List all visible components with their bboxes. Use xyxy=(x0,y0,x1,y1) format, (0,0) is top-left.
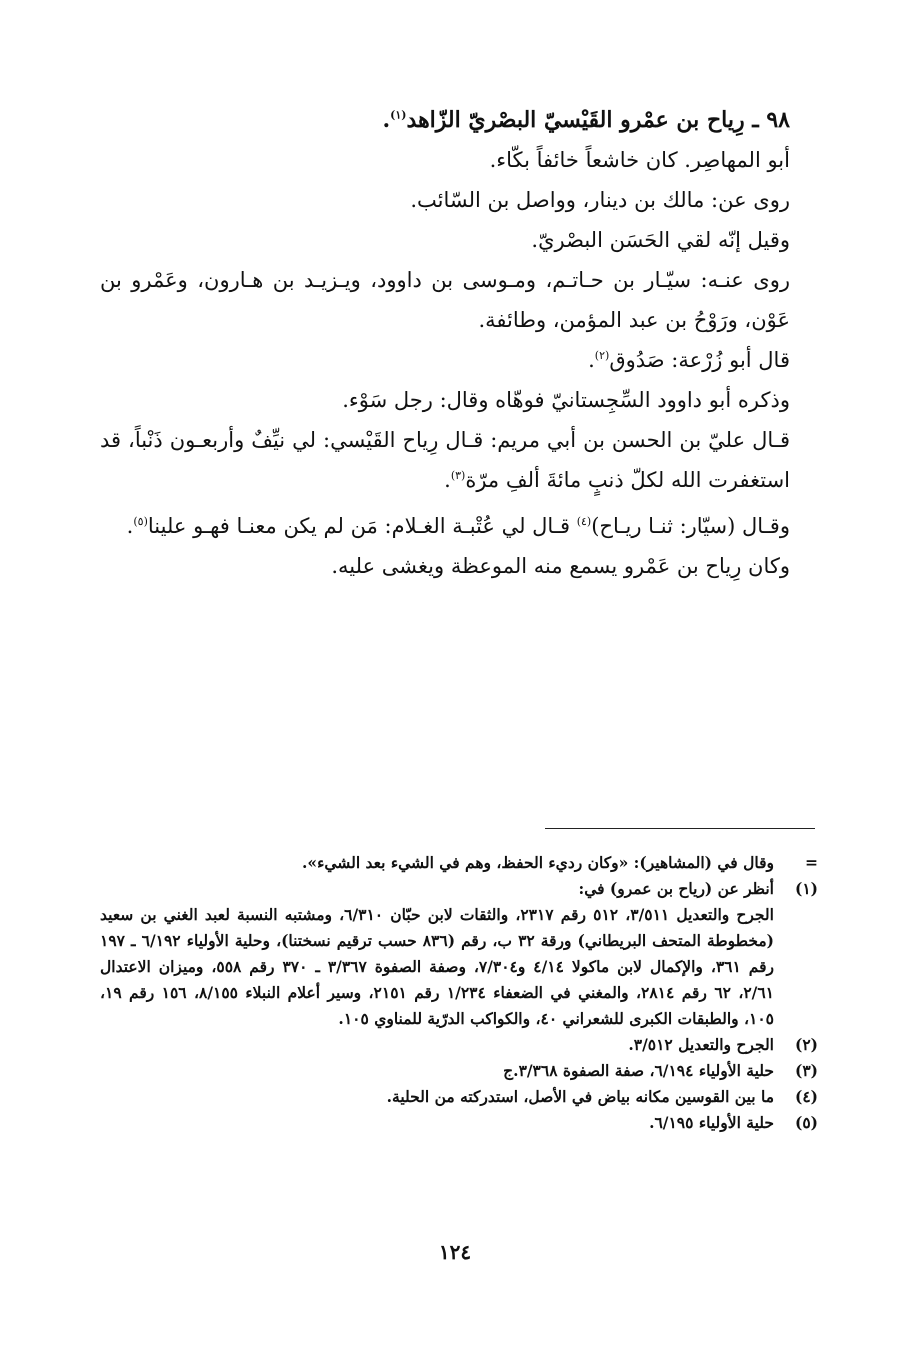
quote-text: وقـال (سيّار: ثنـا ريـاح) xyxy=(591,514,790,538)
footnote-item xyxy=(100,1084,818,1110)
footnote-number: (١) xyxy=(794,879,818,898)
footnote-text: حلية الأولياء ٦/١٩٥. xyxy=(649,1113,774,1132)
footnote-number: (٥) xyxy=(794,1113,818,1132)
quote-text: قـال عليّ بن الحسن بن أبي مريم: قـال رِياح القَيْسي: لي نيِّفٌ وأربعـون ذَنْباً، قد استغفرت الله لكلّ ذنبٍ مائةَ ألفِ مرّة xyxy=(100,428,790,492)
footnote-text: وقال في (المشاهير): «وكان رديء الحفظ، وهم في الشيء بعد الشيء». xyxy=(301,853,774,872)
entry-line: وقيل إنّه لقي الحَسَن البصْريّ. xyxy=(531,228,790,252)
entry-heading xyxy=(100,100,818,140)
footnote-text: حلية الأولياء ٦/١٩٤، صفة الصفوة ٣/٣٦٨.ج xyxy=(503,1061,774,1080)
sayyar-quote xyxy=(100,506,818,546)
abu-zura-line xyxy=(100,340,818,380)
entry-line: أبو المهاصِر. كان خاشعاً خائفاً بكّاء. xyxy=(489,148,790,172)
footnote-ref[interactable]: (٥) xyxy=(133,515,148,528)
entry-line: روى عنـه: سيّـار بن حـاتـم، ومـوسى بن داوود، ويـزيـد بن هـارون، وعَمْرو بن عَوْن، ورَوْحُ بن عبد المؤمن، وطائفة. xyxy=(100,268,790,332)
footnote-number: (٤) xyxy=(794,1087,818,1106)
footnote-text: الجرح والتعديل ٣/٥١٢. xyxy=(628,1035,774,1054)
ali-quote xyxy=(100,420,818,500)
footnote-number: (٢) xyxy=(794,1035,818,1054)
footnote-item xyxy=(100,1032,818,1058)
punctuation: . xyxy=(588,348,595,372)
entry-title: ٩٨ ـ رِياح بن عمْرو القَيْسيّ البصْريّ الزّاهد xyxy=(406,107,790,133)
footnote-number: = xyxy=(805,853,818,872)
footnote-number xyxy=(774,902,818,1032)
biography-entry xyxy=(100,100,818,586)
footnote-ref[interactable]: (٣) xyxy=(450,469,466,482)
footnote-item xyxy=(100,1110,818,1136)
quote-text: قال أبو زُرْعة: صَدُوق xyxy=(609,348,790,372)
footnote-item xyxy=(100,902,818,1032)
footnotes xyxy=(100,850,818,1136)
footnote-item xyxy=(100,1058,818,1084)
footnote-number: (٣) xyxy=(794,1061,818,1080)
footnote-item xyxy=(100,876,818,902)
closing-line: وكان رِياح بن عَمْرو يسمع منه الموعظة ويغشى عليه. xyxy=(331,554,790,578)
quote-text: قـال لي عُتْبـة الغـلام: مَن لم يكن معنـا فهـو علينا xyxy=(147,514,577,538)
footnote-text: الجرح والتعديل ٣/٥١١، ٥١٢ رقم ٢٣١٧، والثقات لابن حبّان ٦/٣١٠، ومشتبه النسبة لعبد الغني بن سعيد (مخطوطة المتحف البريطاني) ورقة ٣٢ ب، رقم (٨٣٦ حسب ترقيم نسختنا)، وحلية الأولياء ٦/١٩٢ ـ ١٩٧ رقم ٣٦١، والإكمال لابن ماكولا ٤/١٤ و٧/٣٠٤، وصفة الصفوة ٣/٣٦٧ ـ ٣٧٠ رقم ٥٥٨، وميزان الاعتدال ٢/٦١، ٦٢ رقم ٢٨١٤، والمغني في الضعفاء ١/٢٣٤ رقم ٢١٥١، وسير أعلام النبلاء ٨/١٥٥، ١٥٦ رقم ١٩، ١٠٥، والطبقات الكبرى للشعراني ٤٠، والكواكب الدرّية للمناوي ١٠٥. xyxy=(100,905,774,1028)
footnote-ref[interactable]: (١) xyxy=(390,108,407,122)
sijistani-line: وذكره أبو داوود السِّجِستانيّ فوهّاه وقال: رجل سَوْء. xyxy=(342,388,790,412)
punctuation: . xyxy=(382,107,391,133)
punctuation: . xyxy=(126,514,134,538)
footnote-text: ما بين القوسين مكانه بياض في الأصل، استدركته من الحلية. xyxy=(386,1087,774,1106)
footnote-item xyxy=(100,850,818,876)
punctuation: . xyxy=(444,468,451,492)
footnote-ref[interactable]: (٤) xyxy=(576,515,592,528)
page-number: ١٢٤ xyxy=(438,1240,472,1264)
footnote-ref[interactable]: (٢) xyxy=(594,349,610,362)
footnote-text: أنظر عن (رياح بن عمرو) في: xyxy=(578,879,774,898)
entry-line: روى عن: مالك بن دينار، وواصل بن السّائب. xyxy=(410,188,790,212)
footnote-divider xyxy=(545,828,815,829)
